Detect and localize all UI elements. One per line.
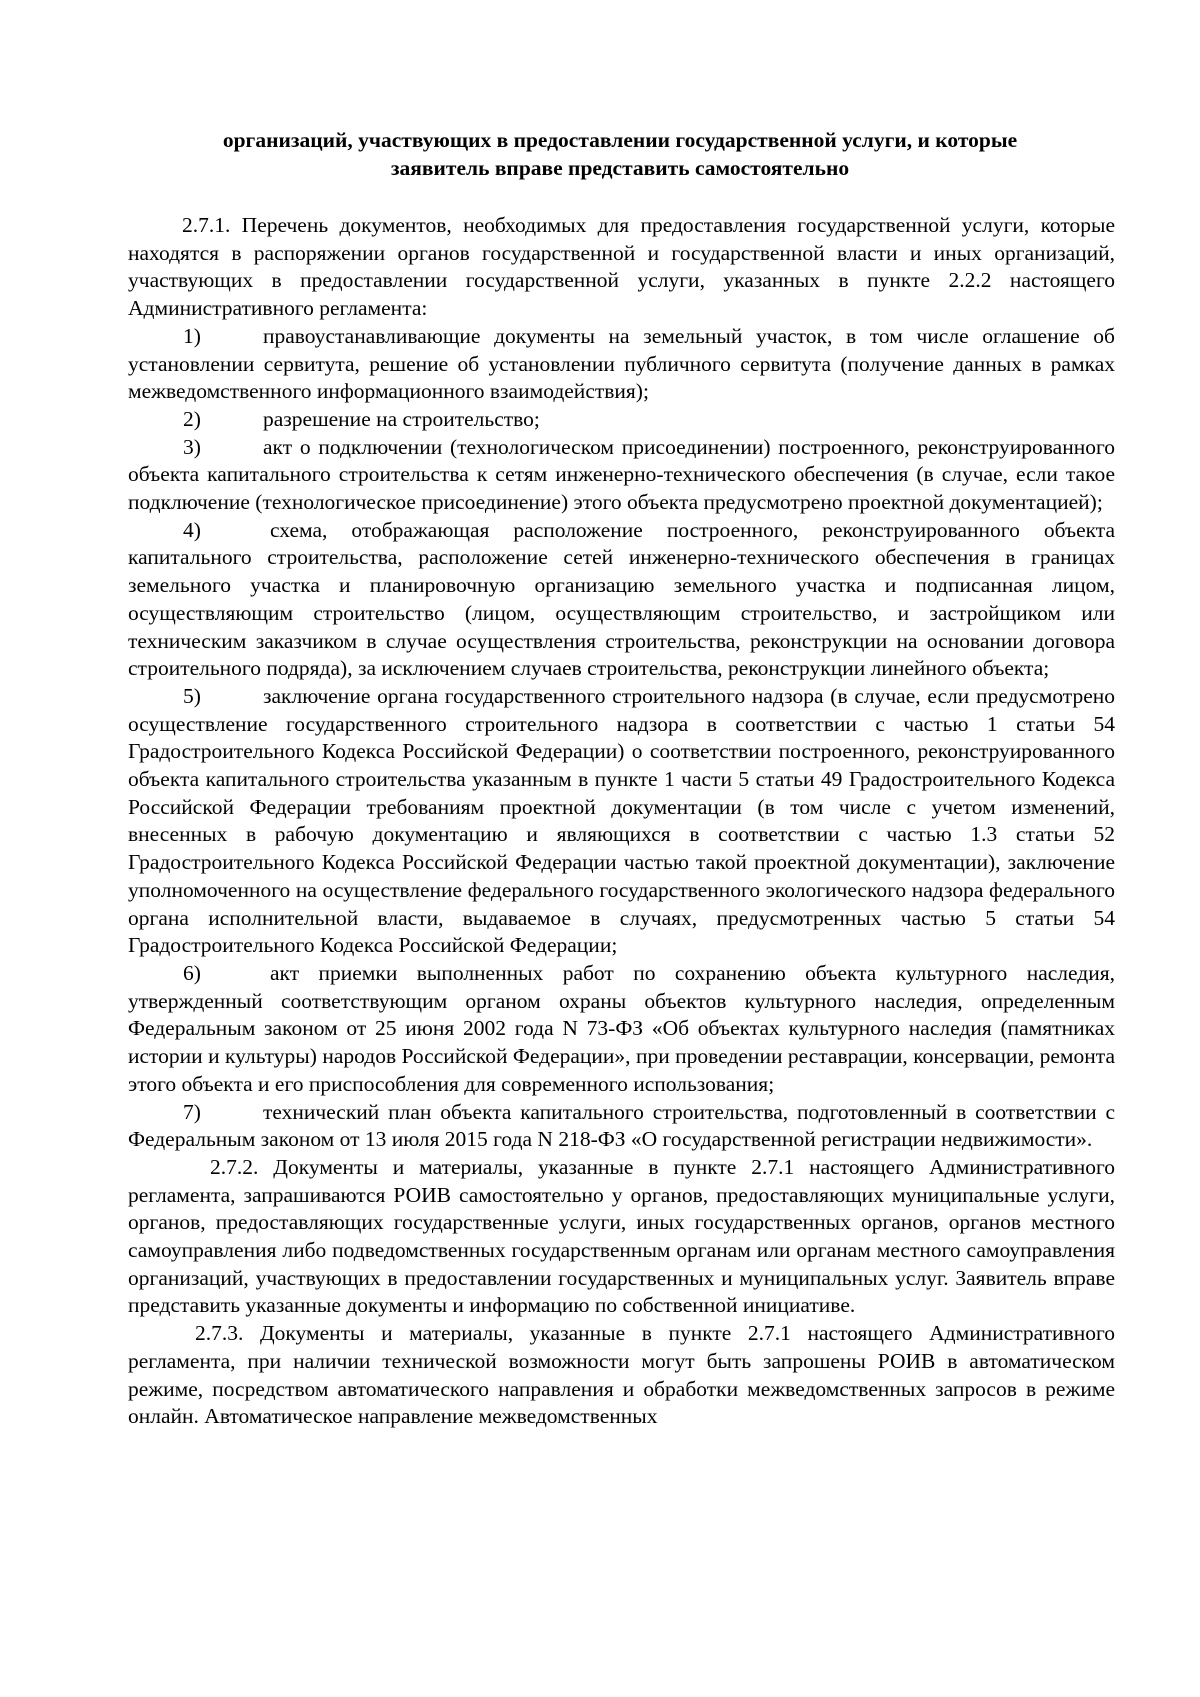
list-item-number: 7) [183,1099,201,1124]
heading-line-2: заявитель вправе представить самостоятельно [390,156,850,180]
list-item-text: разрешение на строительство; [263,406,540,431]
list-item-text: правоустанавливающие документы на земельный участок, в том числе оглашение об установлении сервитута, решение об установлении публичного сервитута (получение данных в рамках межведомственного информационного взаимодействия); [128,323,1115,404]
list-item-number: 1) [183,323,201,348]
list-item-number: 6) [183,960,201,985]
list-item-3 [128,434,1115,517]
list-item-text: акт приемки выполненных работ по сохранению объекта культурного наследия, утвержденный соответствующим органом охраны объектов культурного наследия, определенным Федеральным законом от 25 июня 2002 года N 73-ФЗ «Об объектах культурного наследия (памятниках истории и культуры) народов Российской Федерации», при проведении реставрации, консервации, ремонта этого объекта и его приспособления для современного использования; [128,960,1115,1096]
list-item-number: 5) [183,683,201,708]
list-item-1 [128,323,1115,406]
list-item-2 [128,406,1115,434]
list-item-text: схема, отображающая расположение построенного, реконструированного объекта капитального строительства, расположение сетей инженерно-технического обеспечения в границах земельного участка и планировочную организацию земельного участка и подписанная лицом, осуществляющим строительство (лицом, осуществляющим строительство, и застройщиком или техническим заказчиком в случае осуществления строительства, реконструкции на основании договора строительного подряда), за исключением случаев строительства, реконструкции линейного объекта; [128,517,1115,681]
heading-line-1: организаций, участвующих в предоставлении государственной услуги, и которые [222,128,1018,152]
document-body [128,212,1115,1431]
list-item-number: 3) [183,434,201,459]
list-item-7 [128,1099,1115,1154]
paragraph-2-7-2: 2.7.2. Документы и материалы, указанные в пункте 2.7.1 настоящего Административного регламента, запрашиваются РОИВ самостоятельно у органов, предоставляющих муниципальные услуги, органов, предоставляющих государственные услуги, иных государственных органов, органов местного самоуправления либо подведомственных государственным органам или органам местного самоуправления организаций, участвующих в предоставлении государственных и муниципальных услуг. Заявитель вправе представить указанные документы и информацию по собственной инициативе. [128,1154,1115,1318]
list-item-6 [128,960,1115,1099]
list-item-text: технический план объекта капитального строительства, подготовленный в соответствии с Федеральным законом от 13 июля 2015 года N 218-ФЗ «О государственной регистрации недвижимости». [128,1099,1115,1152]
list-item-4 [128,517,1115,683]
section-heading [130,126,1110,182]
list-item-number: 4) [183,517,201,542]
paragraph-2-7-3: 2.7.3. Документы и материалы, указанные в пункте 2.7.1 настоящего Административного регламента, при наличии технической возможности могут быть запрошены РОИВ в автоматическом режиме, посредством автоматического направления и обработки межведомственных запросов в режиме онлайн. Автоматическое направление межведомственных [128,1321,1115,1429]
list-item-number: 2) [183,406,201,431]
list-item-text: акт о подключении (технологическом присоединении) построенного, реконструированного объекта капитального строительства к сетям инженерно-технического обеспечения (в случае, если такое подключение (технологическое присоединение) этого объекта предусмотрено проектной документацией); [128,434,1115,515]
paragraph-2-7-1: 2.7.1. Перечень документов, необходимых для предоставления государственной услуги, которые находятся в распоряжении органов государственной и государственной власти и иных организаций, участвующих в предоставлении государственной услуги, указанных в пункте 2.2.2 настоящего Административного регламента: [128,213,1115,321]
list-item-text: заключение органа государственного строительного надзора (в случае, если предусмотрено осуществление государственного строительного надзора в соответствии с частью 1 статьи 54 Градостроительного Кодекса Российской Федерации) о соответствии построенного, реконструированного объекта капитального строительства указанным в пункте 1 части 5 статьи 49 Градостроительного Кодекса Российской Федерации требованиям проектной документации (в том числе с учетом изменений, внесенных в рабочую документацию и являющихся в соответствии с частью 1.3 статьи 52 Градостроительного Кодекса Российской Федерации частью такой проектной документации), заключение уполномоченного на осуществление федерального государственного экологического надзора федерального органа исполнительной власти, выдаваемое в случаях, предусмотренных частью 5 статьи 54 Градостроительного Кодекса Российской Федерации; [128,683,1115,958]
list-item-5 [128,683,1115,960]
